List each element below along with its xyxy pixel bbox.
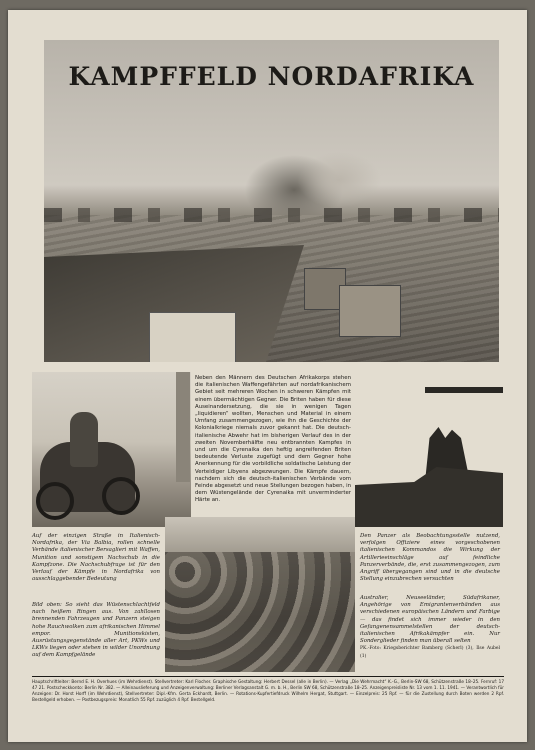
- imprint: Hauptschriftleiter: Bernd E. H. Overhues (im Wehrdienst). Stellvertreter: Karl Flocher. Graphische Gestaltung: Herbert Dessel (alle in Berlin). — Verlag „Die Wehrmacht“ K.-G., Berlin-SW 68, Schützenstraße 18–25. Fernruf: 17 47 21. Postscheckkonto: Berlin Nr. 382. — Alleinauslieferung und Anzeigenverwaltung: Berliner Verlagsanstalt G. m. b. H., Berlin SW 68, Schützenstraße 18–25. Anzeigenpreisliste Nr. 13 vom 1. 11. 1941. — Verantwortlich für Anzeigen: Dr. Horst Horff (im Wehrdienst), Stellvertreter: Dipl.-Kfm. Gerta Eckhardt, Berlin. — Rotations-Kupfertiefdruck Wilhelm Hergat, Stuttgart. — Einzelpreis: 25 Rpf. — für die Zustellung durch Boten werden 2 Rpf. Bestellgeld erhoben. — Postbezugspreis: Monatlich 55 Rpf. zuzüglich 4 Rpf. Bestellgeld.: [32, 676, 504, 703]
- caption-tank: Den Panzer als Beobachtungsstelle nutzend, verfolgen Offiziere eines vorgeschobenen italienischen Kommandos die Wirkung der Artillerieeinschläge auf feindliche Panzerverbände, die, erst zusammengezogen, zum Angriff übergegangen sind und in die deutsche Stellung einzubrechen versuchten: [360, 533, 500, 583]
- prisoners-group: [165, 552, 355, 672]
- magazine-page: [8, 10, 527, 742]
- headline: KAMPFFELD NORDAFRIKA: [68, 62, 475, 91]
- battlefield-photo: [44, 40, 499, 362]
- tank: [355, 467, 503, 527]
- article-text: Neben den Männern des Deutschen Afrikakorps stehen die italienischen Waffengefährten auf nordafrikanischem Gebiet seit mehreren Wochen in schweren Kämpfen mit einem übermächtigen Gegner. Die Briten haben für diese Auseinandersetzung, die sie in wenigen Tagen „liquidieren“ wollten, Menschen und Material in einem Umfang zusammengezogen, wie ihn die Geschichte der Kolonialkriege niemals zuvor gekannt hat. Die deutsch-italienische Abwehr hat im bisherigen Verlauf des in der zweiten Novemberhälfte neu entbrannten Kampfes in und um die Cyrenaika den heftig angreifenden Briten bedeutende Verluste zugefügt und dem Gegner hohe Anerkennung für die vorbildliche soldatische Leistung der Verteidiger Libyens abgezwungen. Die Kämpfe dauern, nachdem sich die deutsch-italienischen Verbände vom Feinde abgesetzt und neue Stellungen bezogen haben, in dem Wüstengelände der Cyrenaika mit unverminderter Härte an.: [195, 375, 351, 504]
- caption-prisoners: Australier, Neuseeländer, Südafrikaner, Angehörige von Emigrantenverbänden aus verschiedenen europäischen Ländern und Farbige — das findet sich immer wieder in den Gefangenensammelstellen der deutsch-italienischen Afrikakämpfer ein. Nur Sonderglieder finden man überall selten: [360, 595, 500, 645]
- wheel: [36, 482, 74, 520]
- side-photo-strip: [176, 372, 190, 482]
- wheel: [102, 477, 140, 515]
- motorcycle-photo: [32, 372, 191, 527]
- ammo-crate: [339, 285, 401, 337]
- caption-prisoners-block: [360, 595, 500, 660]
- tank-observers-photo: [355, 372, 503, 527]
- photo-credit: PK.-Foto: Kriegsberichter Bamberg (Scherl) (3), Ilse Aubel (1): [360, 646, 500, 659]
- burning-vehicles: [44, 208, 499, 222]
- rider: [70, 412, 98, 467]
- caption-motorcycle: Auf der einzigen Straße in Italienisch-Nordafrika, der Via Balbia, rollen schnelle Verbände italienischer Bersaglieri mit Waffen, Munition und sonstigem Nachschub in die Kampfzone. Die Nachschubfrage ist für den Verlauf der Kämpfe in Nordafrika von ausschlaggebender Bedeutung: [32, 533, 160, 583]
- caption-battlefield: Bild oben: So sieht das Wüstenschlachtfeld nach heißem Ringen aus. Von zahllosen brennenden Fahrzeugen und Panzern steigen hohe Rauchwolken zum afrikanischen Himmel empor. Munitionskisten, Ausrüstungsgegenstände aller Art, PKWs und LKWs liegen oder stehen in wilder Unordnung auf dem Kampfgelände: [32, 602, 160, 659]
- ammo-crate: [149, 312, 236, 362]
- gun-barrel: [425, 387, 503, 393]
- prisoners-photo: [165, 517, 355, 672]
